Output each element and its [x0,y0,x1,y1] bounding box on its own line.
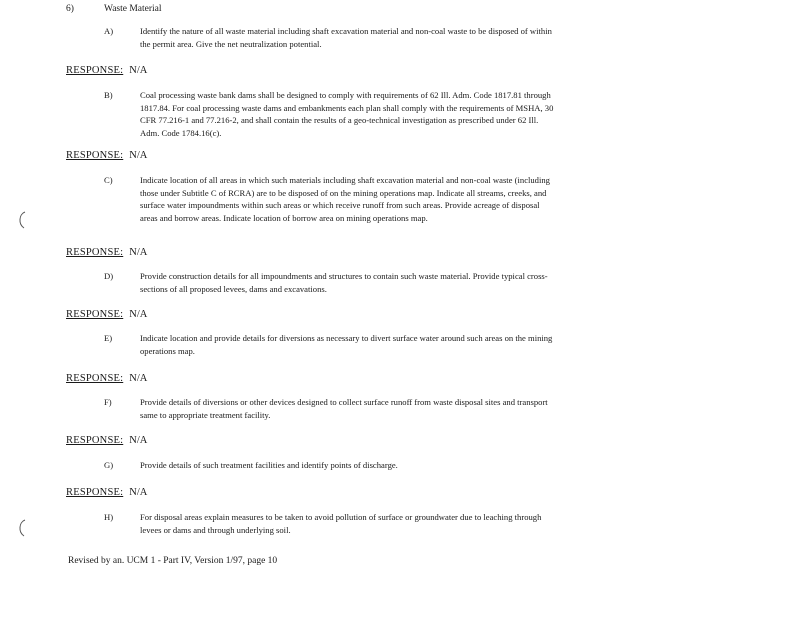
item-text: For disposal areas explain measures to be taken to avoid pollution of surface or groundwater due to leaching through levees or dams and through underlying soil. [140,512,542,535]
response-label: RESPONSE: [66,309,124,320]
item-f [104,396,554,421]
response-value: N/A [129,150,148,161]
item-text: Provide construction details for all impoundments and structures to contain such waste material. Provide typical cross-sections of all proposed levees, dams and excavations. [140,271,548,294]
item-letter: C) [104,175,113,185]
response-g [66,487,147,498]
response-label: RESPONSE: [66,65,124,76]
punch-hole-mark-icon [16,518,28,538]
item-h [104,511,554,536]
item-c [104,174,554,224]
response-label: RESPONSE: [66,435,124,446]
item-letter: G) [104,460,114,470]
item-g [104,459,554,472]
response-value: N/A [129,65,148,76]
item-text: Indicate location of all areas in which such materials including shaft excavation material and non-coal waste (including those under Subtitle C of RCRA) are to be disposed of on the mining operations map. Indicate all streams, creeks, and surface water impoundments within such areas or which receive runoff from such areas. Provide acreage of disposal areas and borrow areas. Indicate location of borrow area on mining operations map. [140,175,550,223]
item-letter: F) [104,397,112,407]
response-value: N/A [129,487,148,498]
item-letter: D) [104,271,114,281]
response-value: N/A [129,435,148,446]
item-text: Indicate location and provide details for diversions as necessary to divert surface water around such areas on the mining operations map. [140,333,553,356]
response-label: RESPONSE: [66,247,124,258]
item-text: Coal processing waste bank dams shall be designed to comply with requirements of 62 Ill. Adm. Code 1817.81 through 1817.84. For coal processing waste dams and embankments each plan shall comply with the requirements of MSHA, 30 CFR 77.216-1 and 77.216-2, and shall contain the results of a geo-technical investigation as prescribed under 62 Ill. Adm. Code 1784.16(c). [140,90,554,138]
response-a [66,65,147,76]
punch-hole-mark-icon [16,210,28,230]
response-b [66,150,147,161]
item-e [104,332,554,357]
item-text: Provide details of such treatment facilities and identify points of discharge. [140,460,398,470]
item-d [104,270,554,295]
section-heading [66,4,162,14]
response-f [66,435,147,446]
response-c [66,247,147,258]
item-text: Identify the nature of all waste material including shaft excavation material and non-coal waste to be disposed of within the permit area. Give the net neutralization potential. [140,26,552,49]
item-letter: E) [104,333,113,343]
item-b [104,89,554,139]
response-d [66,309,147,320]
item-letter: B) [104,90,113,100]
response-value: N/A [129,247,148,258]
response-label: RESPONSE: [66,150,124,161]
section-title: Waste Material [104,4,162,14]
response-label: RESPONSE: [66,487,124,498]
response-e [66,373,147,384]
item-a [104,25,554,50]
item-letter: A) [104,26,114,36]
response-label: RESPONSE: [66,373,124,384]
response-value: N/A [129,373,148,384]
response-value: N/A [129,309,148,320]
page-footer: Revised by an. UCM 1 - Part IV, Version 1/97, page 10 [68,556,278,566]
section-number: 6) [66,4,74,14]
item-letter: H) [104,512,114,522]
item-text: Provide details of diversions or other devices designed to collect surface runoff from waste disposal sites and transport same to appropriate treatment facility. [140,397,548,420]
